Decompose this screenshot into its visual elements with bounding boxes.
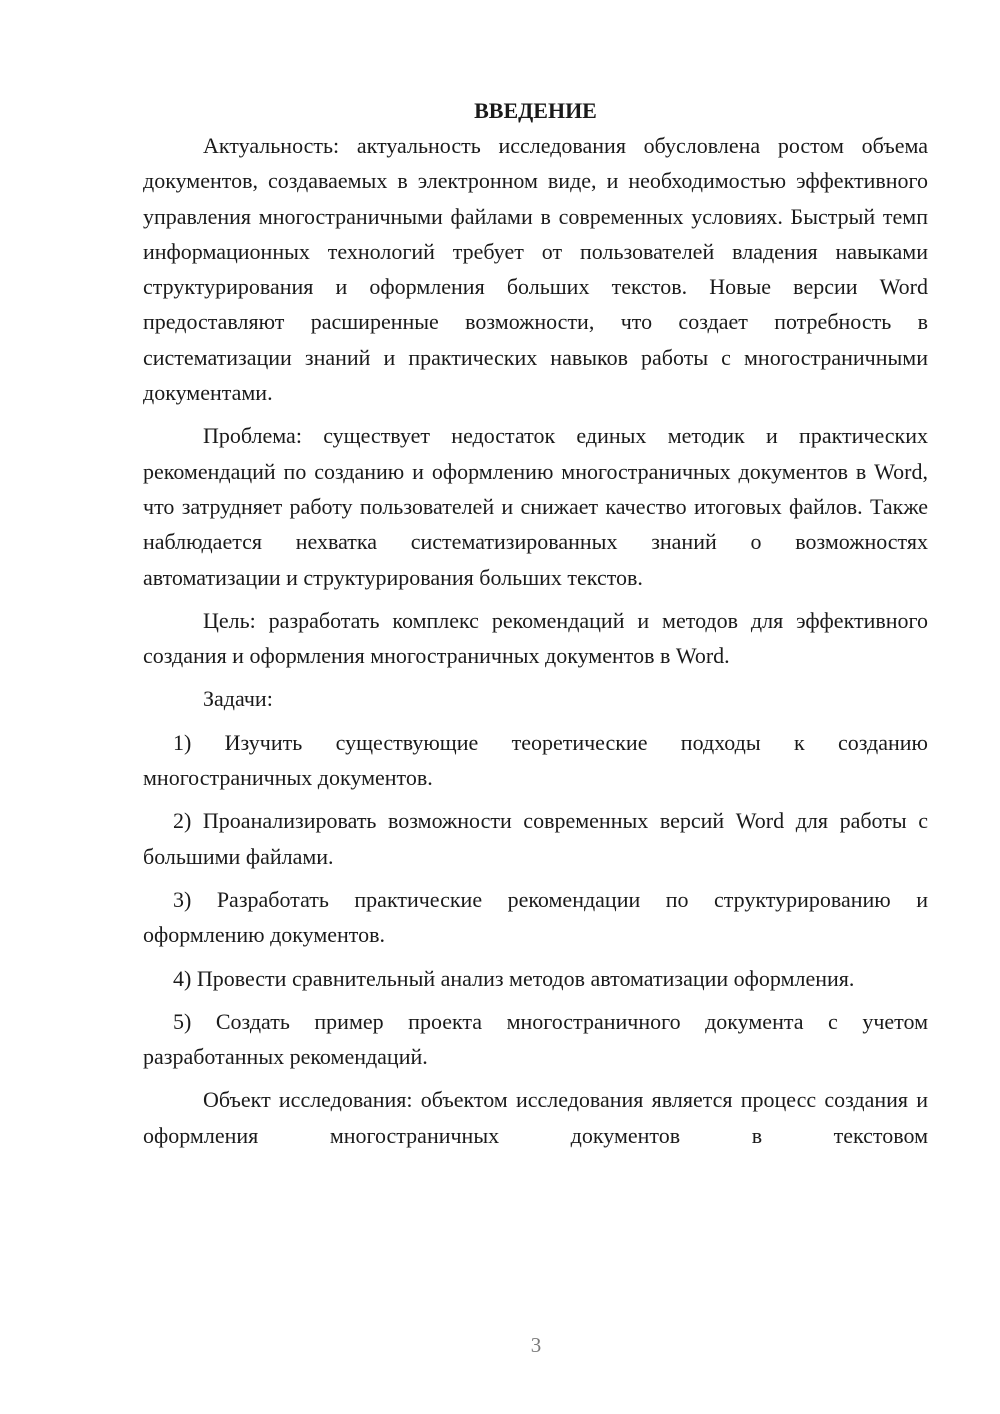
goal-paragraph: Цель: разработать комплекс рекомендаций и методов для эффективного создания и оформления многостраничных документов в Word.: [143, 607, 928, 669]
tasks-heading: Задачи:: [203, 686, 273, 712]
task-item-4: 4) Провести сравнительный анализ методов автоматизации оформления.: [173, 965, 855, 991]
relevance-paragraph: Актуальность: актуальность исследования обусловлена ростом объема документов, создаваемых в электронном виде, и необходимостью эффективного управления многостраничными файлами в современных условиях. Быстрый темп информационных технологий требует от пользователей владения навыками структурирования и оформления больших текстов. Новые версии Word предоставляют расширенные возможности, что создает потребность в систематизации знаний и практических навыков работы с многостраничными документами.: [143, 133, 928, 406]
task-item-3: 3) Разработать практические рекомендации по структурированию и оформлению документов.: [143, 886, 928, 948]
task-item-2: 2) Проанализировать возможности современных версий Word для работы с большими файлами.: [143, 808, 928, 869]
research-object-paragraph: Объект исследования: объектом исследования является процесс создания и оформления многостраничных документов в текстовом: [143, 1087, 928, 1148]
section-title: ВВЕДЕНИЕ: [474, 98, 597, 123]
problem-paragraph: Проблема: существует недостаток единых методик и практических рекомендаций по созданию и оформлению многостраничных документов в Word, что затрудняет работу пользователей и снижает качество итоговых файлов. Также наблюдается нехватка систематизированных знаний о возможностях автоматизации и структурирования больших текстов.: [143, 423, 928, 590]
task-item-5: 5) Создать пример проекта многостраничного документа с учетом разработанных рекомендаций.: [143, 1008, 928, 1070]
page-content: [143, 96, 928, 1161]
page-number: 3: [530, 1333, 542, 1357]
task-item-1: 1) Изучить существующие теоретические подходы к созданию многостраничных документов.: [143, 729, 928, 791]
